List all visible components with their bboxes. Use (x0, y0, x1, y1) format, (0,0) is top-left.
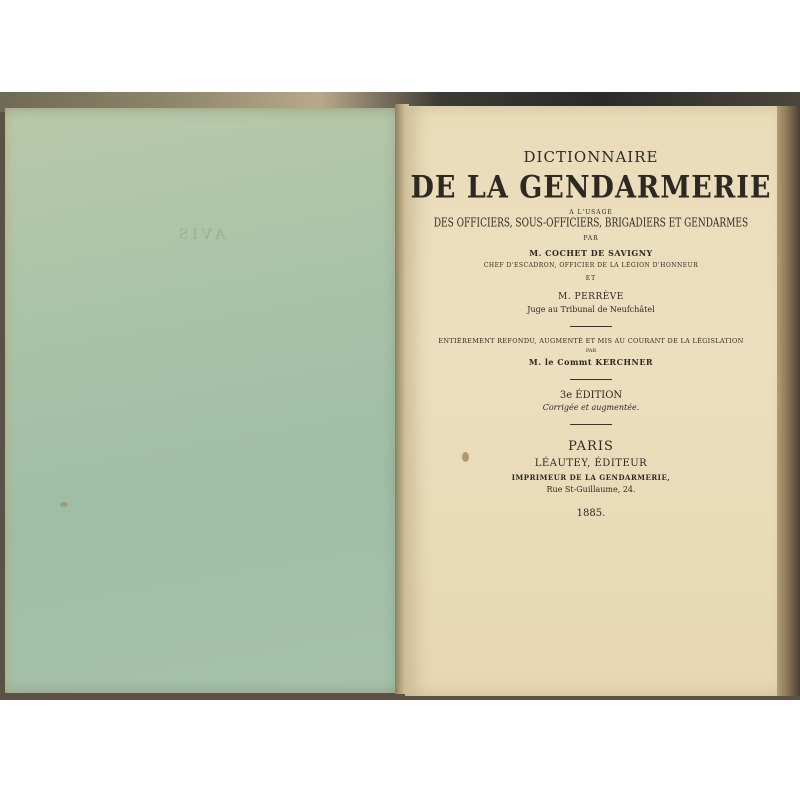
author2-name: M. PERRÈVE (558, 292, 624, 302)
ghost-title: AVIS (174, 227, 226, 243)
main-title: DE LA GENDARMERIE (410, 169, 772, 206)
edition-line: 3e ÉDITION (559, 390, 623, 401)
city-line: PARIS (568, 439, 614, 454)
audience-line: DES OFFICIERS, SOUS-OFFICIERS, BRIGADIERS ET GENDARMES (433, 217, 749, 231)
title-block (405, 142, 777, 519)
author1-name: M. COCHET DE SAVIGNY (529, 248, 653, 258)
address-line: Rue St-Guillaume, 24. (546, 485, 636, 494)
divider-rule-3 (570, 424, 612, 425)
author2-role: Juge au Tribunal de Neufchâtel (527, 305, 655, 314)
et-line: ET (585, 275, 597, 282)
paper-stain (60, 502, 68, 507)
dictionnaire-heading: DICTIONNAIRE (523, 148, 659, 166)
divider-rule-2 (570, 379, 612, 380)
divider-rule (570, 326, 612, 327)
bleed-through-text (75, 228, 325, 648)
usage-line: A L'USAGE (569, 209, 613, 216)
page-edges (777, 106, 800, 696)
printer-line: IMPRIMEUR DE LA GENDARMERIE, (511, 473, 671, 482)
corrigee-line: Corrigée et augmentée. (542, 403, 640, 412)
left-endpaper (5, 108, 405, 693)
publisher-line: LÉAUTEY, ÉDITEUR (534, 458, 648, 469)
book-photo (0, 92, 800, 700)
reviser-name: M. le Commt KERCHNER (528, 357, 654, 367)
par2-line: PAR (585, 348, 597, 354)
refondu-line: ENTIÈREMENT REFONDU, AUGMENTÉ ET MIS AU COURANT DE LA LÉGISLATION (438, 337, 744, 345)
par-line: PAR (583, 235, 599, 242)
author1-role: CHEF D'ESCADRON, OFFICIER DE LA LÉGION D'HONNEUR (483, 262, 699, 269)
year-line: 1885. (576, 508, 606, 519)
